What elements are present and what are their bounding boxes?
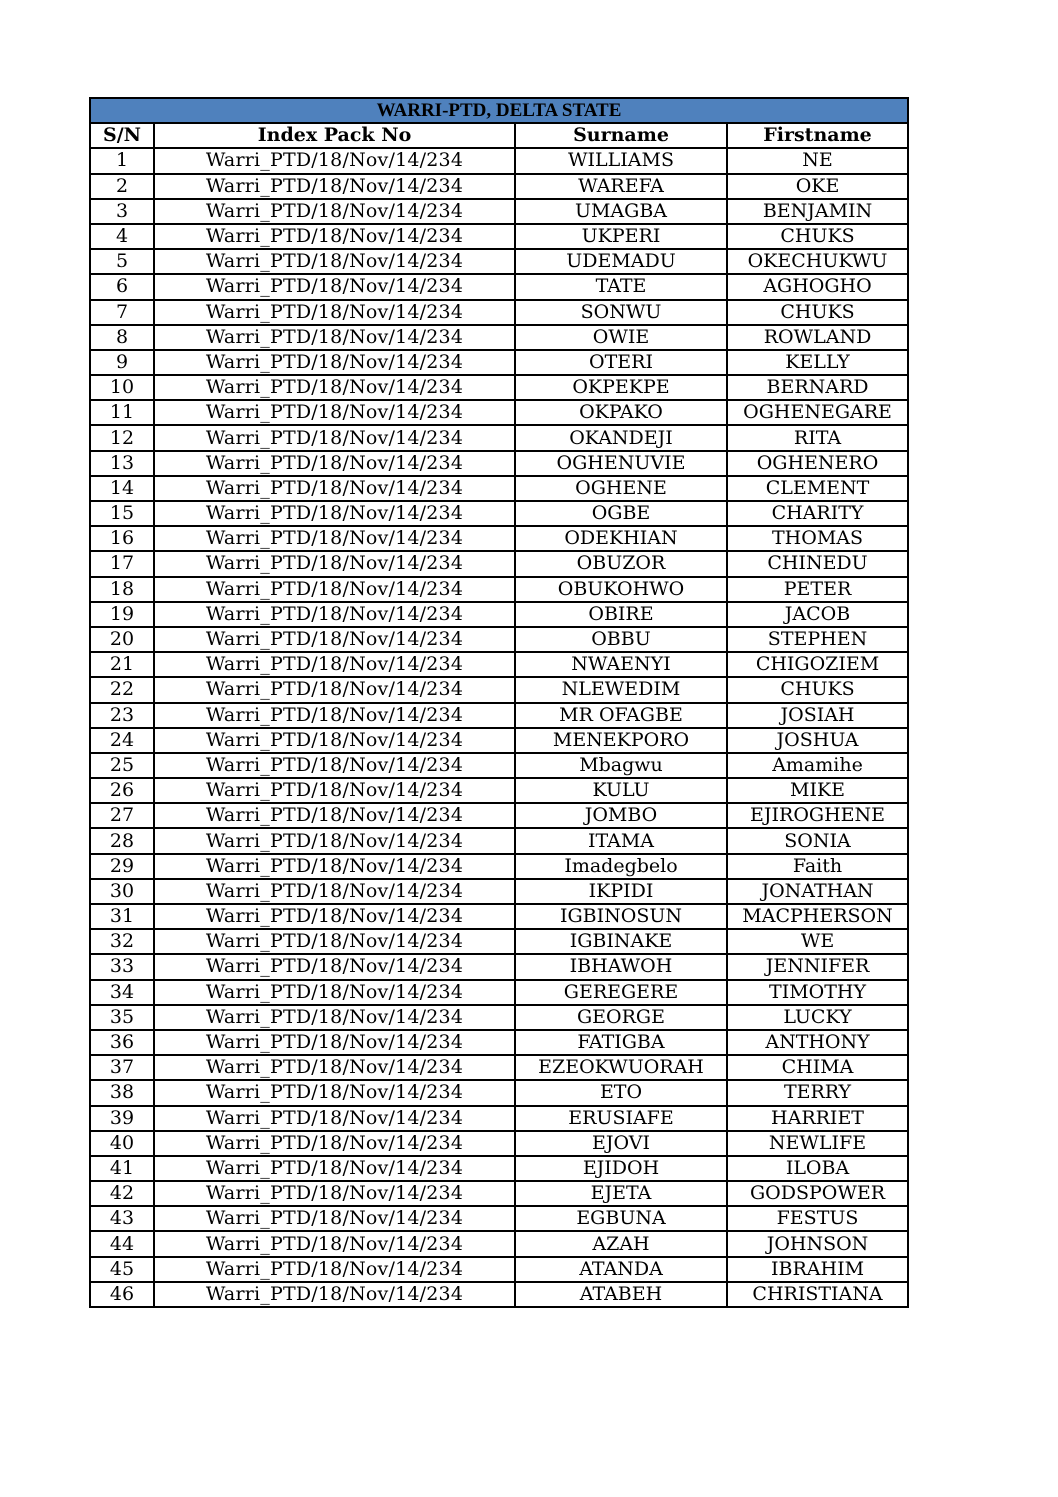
table-row <box>90 954 908 979</box>
index-pack-no-cell: Warri_PTD/18/Nov/14/234 <box>154 602 515 627</box>
surname-cell: GEREGERE <box>515 980 727 1005</box>
surname-cell: SONWU <box>515 300 727 325</box>
roster-body <box>90 148 908 1307</box>
surname-cell: MR OFAGBE <box>515 703 727 728</box>
firstname-cell: NE <box>727 148 908 173</box>
surname-cell: KULU <box>515 778 727 803</box>
surname-cell: ATANDA <box>515 1257 727 1282</box>
index-pack-no-cell: Warri_PTD/18/Nov/14/234 <box>154 929 515 954</box>
index-pack-no-cell: Warri_PTD/18/Nov/14/234 <box>154 803 515 828</box>
index-pack-no-cell: Warri_PTD/18/Nov/14/234 <box>154 954 515 979</box>
serial-number-cell: 27 <box>90 803 154 828</box>
index-pack-no-cell: Warri_PTD/18/Nov/14/234 <box>154 677 515 702</box>
index-pack-no-cell: Warri_PTD/18/Nov/14/234 <box>154 551 515 576</box>
serial-number-cell: 43 <box>90 1206 154 1231</box>
serial-number-cell: 15 <box>90 501 154 526</box>
surname-cell: OBIRE <box>515 602 727 627</box>
firstname-cell: CHRISTIANA <box>727 1282 908 1307</box>
table-row <box>90 300 908 325</box>
firstname-cell: JOHNSON <box>727 1231 908 1256</box>
table-row <box>90 778 908 803</box>
firstname-cell: WE <box>727 929 908 954</box>
firstname-cell: AGHOGHO <box>727 274 908 299</box>
serial-number-cell: 3 <box>90 199 154 224</box>
index-pack-no-cell: Warri_PTD/18/Nov/14/234 <box>154 1282 515 1307</box>
surname-cell: OGHENE <box>515 476 727 501</box>
table-row <box>90 904 908 929</box>
firstname-cell: ROWLAND <box>727 325 908 350</box>
column-header-firstname: Firstname <box>727 123 908 148</box>
firstname-cell: JOSHUA <box>727 728 908 753</box>
index-pack-no-cell: Warri_PTD/18/Nov/14/234 <box>154 501 515 526</box>
firstname-cell: TIMOTHY <box>727 980 908 1005</box>
serial-number-cell: 37 <box>90 1055 154 1080</box>
table-row <box>90 224 908 249</box>
serial-number-cell: 4 <box>90 224 154 249</box>
index-pack-no-cell: Warri_PTD/18/Nov/14/234 <box>154 274 515 299</box>
index-pack-no-cell: Warri_PTD/18/Nov/14/234 <box>154 1206 515 1231</box>
serial-number-cell: 41 <box>90 1156 154 1181</box>
index-pack-no-cell: Warri_PTD/18/Nov/14/234 <box>154 325 515 350</box>
firstname-cell: BENJAMIN <box>727 199 908 224</box>
firstname-cell: GODSPOWER <box>727 1181 908 1206</box>
serial-number-cell: 10 <box>90 375 154 400</box>
table-row <box>90 1181 908 1206</box>
firstname-cell: OGHENEGARE <box>727 400 908 425</box>
surname-cell: WAREFA <box>515 174 727 199</box>
serial-number-cell: 6 <box>90 274 154 299</box>
surname-cell: OBBU <box>515 627 727 652</box>
table-row <box>90 148 908 173</box>
index-pack-no-cell: Warri_PTD/18/Nov/14/234 <box>154 1156 515 1181</box>
table-row <box>90 1131 908 1156</box>
surname-cell: NWAENYI <box>515 652 727 677</box>
table-row <box>90 602 908 627</box>
table-row <box>90 1156 908 1181</box>
serial-number-cell: 28 <box>90 828 154 853</box>
surname-cell: Mbagwu <box>515 753 727 778</box>
firstname-cell: KELLY <box>727 350 908 375</box>
index-pack-no-cell: Warri_PTD/18/Nov/14/234 <box>154 1181 515 1206</box>
index-pack-no-cell: Warri_PTD/18/Nov/14/234 <box>154 879 515 904</box>
surname-cell: ODEKHIAN <box>515 526 727 551</box>
surname-cell: OGBE <box>515 501 727 526</box>
serial-number-cell: 2 <box>90 174 154 199</box>
serial-number-cell: 17 <box>90 551 154 576</box>
roster-sheet <box>89 97 907 1308</box>
table-row <box>90 980 908 1005</box>
index-pack-no-cell: Warri_PTD/18/Nov/14/234 <box>154 778 515 803</box>
serial-number-cell: 9 <box>90 350 154 375</box>
index-pack-no-cell: Warri_PTD/18/Nov/14/234 <box>154 980 515 1005</box>
table-row <box>90 425 908 450</box>
firstname-cell: THOMAS <box>727 526 908 551</box>
column-header-sn: S/N <box>90 123 154 148</box>
table-row <box>90 854 908 879</box>
surname-cell: UMAGBA <box>515 199 727 224</box>
index-pack-no-cell: Warri_PTD/18/Nov/14/234 <box>154 148 515 173</box>
table-row <box>90 803 908 828</box>
surname-cell: FATIGBA <box>515 1030 727 1055</box>
surname-cell: EJETA <box>515 1181 727 1206</box>
firstname-cell: CHUKS <box>727 224 908 249</box>
firstname-cell: CHINEDU <box>727 551 908 576</box>
firstname-cell: NEWLIFE <box>727 1131 908 1156</box>
table-row <box>90 1282 908 1307</box>
surname-cell: OKPAKO <box>515 400 727 425</box>
index-pack-no-cell: Warri_PTD/18/Nov/14/234 <box>154 249 515 274</box>
table-row <box>90 1206 908 1231</box>
firstname-cell: SONIA <box>727 828 908 853</box>
firstname-cell: IBRAHIM <box>727 1257 908 1282</box>
surname-cell: OKPEKPE <box>515 375 727 400</box>
surname-cell: EJIDOH <box>515 1156 727 1181</box>
index-pack-no-cell: Warri_PTD/18/Nov/14/234 <box>154 224 515 249</box>
firstname-cell: JENNIFER <box>727 954 908 979</box>
table-row <box>90 627 908 652</box>
surname-cell: IKPIDI <box>515 879 727 904</box>
table-row <box>90 652 908 677</box>
index-pack-no-cell: Warri_PTD/18/Nov/14/234 <box>154 904 515 929</box>
serial-number-cell: 39 <box>90 1106 154 1131</box>
index-pack-no-cell: Warri_PTD/18/Nov/14/234 <box>154 350 515 375</box>
surname-cell: EJOVI <box>515 1131 727 1156</box>
firstname-cell: STEPHEN <box>727 627 908 652</box>
serial-number-cell: 36 <box>90 1030 154 1055</box>
table-row <box>90 476 908 501</box>
surname-cell: ITAMA <box>515 828 727 853</box>
table-row <box>90 1055 908 1080</box>
surname-cell: JOMBO <box>515 803 727 828</box>
table-row <box>90 350 908 375</box>
firstname-cell: TERRY <box>727 1080 908 1105</box>
index-pack-no-cell: Warri_PTD/18/Nov/14/234 <box>154 854 515 879</box>
surname-cell: NLEWEDIM <box>515 677 727 702</box>
firstname-cell: CHUKS <box>727 677 908 702</box>
firstname-cell: MIKE <box>727 778 908 803</box>
serial-number-cell: 13 <box>90 451 154 476</box>
firstname-cell: MACPHERSON <box>727 904 908 929</box>
serial-number-cell: 33 <box>90 954 154 979</box>
table-row <box>90 274 908 299</box>
table-row <box>90 1080 908 1105</box>
surname-cell: OBUKOHWO <box>515 577 727 602</box>
firstname-cell: ANTHONY <box>727 1030 908 1055</box>
firstname-cell: JONATHAN <box>727 879 908 904</box>
firstname-cell: PETER <box>727 577 908 602</box>
index-pack-no-cell: Warri_PTD/18/Nov/14/234 <box>154 577 515 602</box>
index-pack-no-cell: Warri_PTD/18/Nov/14/234 <box>154 1005 515 1030</box>
index-pack-no-cell: Warri_PTD/18/Nov/14/234 <box>154 476 515 501</box>
serial-number-cell: 20 <box>90 627 154 652</box>
firstname-cell: OKE <box>727 174 908 199</box>
firstname-cell: JACOB <box>727 602 908 627</box>
serial-number-cell: 21 <box>90 652 154 677</box>
table-row <box>90 1257 908 1282</box>
serial-number-cell: 40 <box>90 1131 154 1156</box>
surname-cell: OWIE <box>515 325 727 350</box>
serial-number-cell: 18 <box>90 577 154 602</box>
index-pack-no-cell: Warri_PTD/18/Nov/14/234 <box>154 627 515 652</box>
serial-number-cell: 44 <box>90 1231 154 1256</box>
serial-number-cell: 30 <box>90 879 154 904</box>
firstname-cell: OGHENERO <box>727 451 908 476</box>
table-row <box>90 1005 908 1030</box>
serial-number-cell: 12 <box>90 425 154 450</box>
surname-cell: IBHAWOH <box>515 954 727 979</box>
serial-number-cell: 34 <box>90 980 154 1005</box>
index-pack-no-cell: Warri_PTD/18/Nov/14/234 <box>154 300 515 325</box>
serial-number-cell: 16 <box>90 526 154 551</box>
table-row <box>90 451 908 476</box>
index-pack-no-cell: Warri_PTD/18/Nov/14/234 <box>154 1231 515 1256</box>
index-pack-no-cell: Warri_PTD/18/Nov/14/234 <box>154 1257 515 1282</box>
table-row <box>90 375 908 400</box>
serial-number-cell: 1 <box>90 148 154 173</box>
index-pack-no-cell: Warri_PTD/18/Nov/14/234 <box>154 1131 515 1156</box>
table-row <box>90 174 908 199</box>
surname-cell: ETO <box>515 1080 727 1105</box>
serial-number-cell: 45 <box>90 1257 154 1282</box>
firstname-cell: BERNARD <box>727 375 908 400</box>
header-row <box>90 123 908 148</box>
index-pack-no-cell: Warri_PTD/18/Nov/14/234 <box>154 526 515 551</box>
table-row <box>90 929 908 954</box>
surname-cell: OBUZOR <box>515 551 727 576</box>
index-pack-no-cell: Warri_PTD/18/Nov/14/234 <box>154 703 515 728</box>
serial-number-cell: 31 <box>90 904 154 929</box>
index-pack-no-cell: Warri_PTD/18/Nov/14/234 <box>154 728 515 753</box>
serial-number-cell: 35 <box>90 1005 154 1030</box>
table-row <box>90 1231 908 1256</box>
table-row <box>90 753 908 778</box>
firstname-cell: CHARITY <box>727 501 908 526</box>
firstname-cell: LUCKY <box>727 1005 908 1030</box>
firstname-cell: OKECHUKWU <box>727 249 908 274</box>
index-pack-no-cell: Warri_PTD/18/Nov/14/234 <box>154 753 515 778</box>
index-pack-no-cell: Warri_PTD/18/Nov/14/234 <box>154 451 515 476</box>
index-pack-no-cell: Warri_PTD/18/Nov/14/234 <box>154 199 515 224</box>
firstname-cell: FESTUS <box>727 1206 908 1231</box>
table-row <box>90 879 908 904</box>
index-pack-no-cell: Warri_PTD/18/Nov/14/234 <box>154 1080 515 1105</box>
index-pack-no-cell: Warri_PTD/18/Nov/14/234 <box>154 828 515 853</box>
serial-number-cell: 38 <box>90 1080 154 1105</box>
index-pack-no-cell: Warri_PTD/18/Nov/14/234 <box>154 652 515 677</box>
surname-cell: AZAH <box>515 1231 727 1256</box>
serial-number-cell: 29 <box>90 854 154 879</box>
index-pack-no-cell: Warri_PTD/18/Nov/14/234 <box>154 400 515 425</box>
surname-cell: EGBUNA <box>515 1206 727 1231</box>
surname-cell: OKANDEJI <box>515 425 727 450</box>
serial-number-cell: 23 <box>90 703 154 728</box>
index-pack-no-cell: Warri_PTD/18/Nov/14/234 <box>154 1106 515 1131</box>
table-row <box>90 551 908 576</box>
serial-number-cell: 22 <box>90 677 154 702</box>
firstname-cell: RITA <box>727 425 908 450</box>
column-header-index-pack-no: Index Pack No <box>154 123 515 148</box>
table-row <box>90 677 908 702</box>
table-row <box>90 501 908 526</box>
table-row <box>90 199 908 224</box>
serial-number-cell: 46 <box>90 1282 154 1307</box>
surname-cell: OTERI <box>515 350 727 375</box>
table-row <box>90 828 908 853</box>
serial-number-cell: 14 <box>90 476 154 501</box>
table-row <box>90 1106 908 1131</box>
surname-cell: WILLIAMS <box>515 148 727 173</box>
roster-table <box>89 97 909 1308</box>
index-pack-no-cell: Warri_PTD/18/Nov/14/234 <box>154 174 515 199</box>
title-row <box>90 98 908 123</box>
firstname-cell: ILOBA <box>727 1156 908 1181</box>
surname-cell: TATE <box>515 274 727 299</box>
index-pack-no-cell: Warri_PTD/18/Nov/14/234 <box>154 425 515 450</box>
surname-cell: UKPERI <box>515 224 727 249</box>
table-row <box>90 703 908 728</box>
firstname-cell: HARRIET <box>727 1106 908 1131</box>
table-row <box>90 526 908 551</box>
serial-number-cell: 11 <box>90 400 154 425</box>
firstname-cell: Faith <box>727 854 908 879</box>
table-row <box>90 1030 908 1055</box>
firstname-cell: CHUKS <box>727 300 908 325</box>
firstname-cell: CLEMENT <box>727 476 908 501</box>
table-row <box>90 325 908 350</box>
serial-number-cell: 26 <box>90 778 154 803</box>
surname-cell: ERUSIAFE <box>515 1106 727 1131</box>
serial-number-cell: 7 <box>90 300 154 325</box>
serial-number-cell: 24 <box>90 728 154 753</box>
table-row <box>90 728 908 753</box>
table-row <box>90 400 908 425</box>
serial-number-cell: 5 <box>90 249 154 274</box>
index-pack-no-cell: Warri_PTD/18/Nov/14/234 <box>154 1030 515 1055</box>
firstname-cell: EJIROGHENE <box>727 803 908 828</box>
surname-cell: IGBINAKE <box>515 929 727 954</box>
firstname-cell: Amamihe <box>727 753 908 778</box>
surname-cell: UDEMADU <box>515 249 727 274</box>
firstname-cell: CHIMA <box>727 1055 908 1080</box>
serial-number-cell: 25 <box>90 753 154 778</box>
surname-cell: GEORGE <box>515 1005 727 1030</box>
index-pack-no-cell: Warri_PTD/18/Nov/14/234 <box>154 375 515 400</box>
serial-number-cell: 42 <box>90 1181 154 1206</box>
column-header-surname: Surname <box>515 123 727 148</box>
surname-cell: IGBINOSUN <box>515 904 727 929</box>
surname-cell: OGHENUVIE <box>515 451 727 476</box>
serial-number-cell: 32 <box>90 929 154 954</box>
table-row <box>90 249 908 274</box>
surname-cell: MENEKPORO <box>515 728 727 753</box>
index-pack-no-cell: Warri_PTD/18/Nov/14/234 <box>154 1055 515 1080</box>
surname-cell: ATABEH <box>515 1282 727 1307</box>
firstname-cell: CHIGOZIEM <box>727 652 908 677</box>
table-row <box>90 577 908 602</box>
table-title: WARRI-PTD, DELTA STATE <box>90 98 908 123</box>
surname-cell: Imadegbelo <box>515 854 727 879</box>
serial-number-cell: 19 <box>90 602 154 627</box>
surname-cell: EZEOKWUORAH <box>515 1055 727 1080</box>
serial-number-cell: 8 <box>90 325 154 350</box>
firstname-cell: JOSIAH <box>727 703 908 728</box>
